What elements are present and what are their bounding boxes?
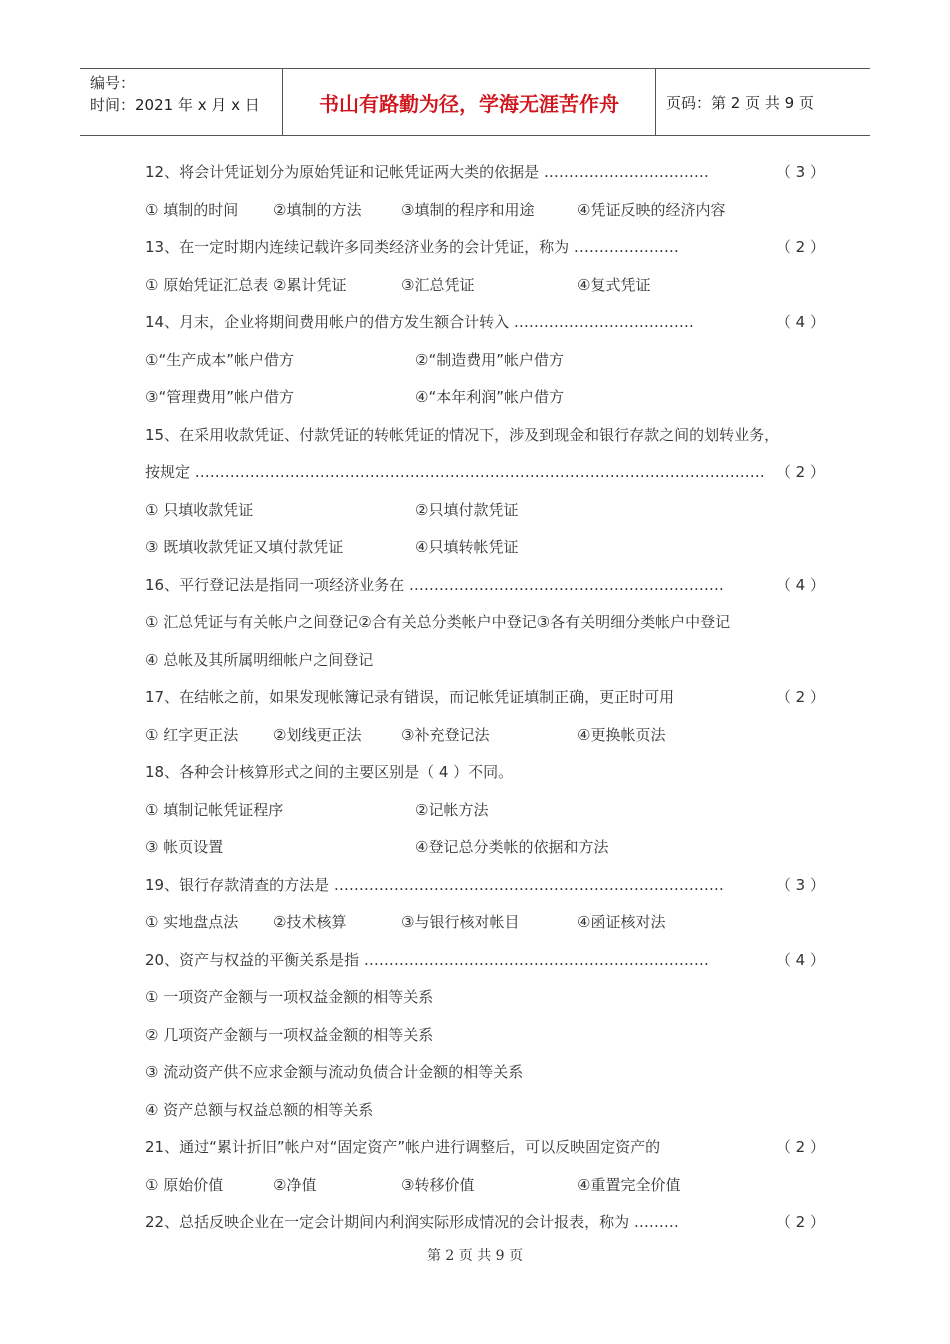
- question-text: 14、月末，企业将期间费用帐户的借方发生额合计转入 ………………………………: [145, 313, 694, 331]
- option-row: [145, 529, 825, 567]
- question-line: [145, 567, 825, 605]
- option-row: [145, 717, 825, 755]
- question-text: 13、在一定时期内连续记载许多同类经济业务的会计凭证，称为 …………………: [145, 238, 679, 256]
- text-line: [145, 979, 825, 1017]
- answer-bracket: （ 4 ）: [775, 575, 825, 594]
- option-row: [145, 379, 825, 417]
- question-line: [145, 942, 825, 980]
- option-text: ① 原始价值: [145, 1175, 224, 1194]
- question-line: [145, 867, 825, 905]
- option-text: ① 红字更正法: [145, 725, 239, 744]
- question-text: ④ 总帐及其所属明细帐户之间登记: [145, 650, 374, 669]
- question-line: [145, 1204, 825, 1242]
- question-text: 17、在结帐之前，如果发现帐簿记录有错误，而记帐凭证填制正确，更正时可用: [145, 688, 675, 706]
- question-text: 16、平行登记法是指同一项经济业务在 ………………………………………………………: [145, 575, 724, 594]
- option-text: ④登记总分类帐的依据和方法: [415, 838, 609, 856]
- option-text: ③补充登记法: [401, 725, 490, 744]
- answer-bracket: （ 2 ）: [775, 1213, 825, 1231]
- text-line: [145, 1017, 825, 1055]
- option-text: ④只填转帐凭证: [415, 538, 519, 556]
- question-text: ③ 流动资产供不应求金额与流动负债合计金额的相等关系: [145, 1063, 524, 1081]
- option-row: [145, 792, 825, 830]
- answer-bracket: （ 2 ）: [775, 688, 825, 706]
- answer-bracket: （ 3 ）: [775, 875, 825, 894]
- question-text: 20、资产与权益的平衡关系是指 ……………………………………………………………: [145, 950, 709, 969]
- option-row: [145, 904, 825, 942]
- option-text: ②“制造费用”帐户借方: [415, 350, 564, 369]
- header-page-info: 页码：第 2 页 共 9 页: [666, 93, 814, 112]
- option-text: ③ 帐页设置: [145, 838, 224, 856]
- option-text: ③转移价值: [401, 1175, 475, 1194]
- option-text: ④重置完全价值: [577, 1175, 681, 1194]
- text-line: [145, 754, 825, 792]
- page-footer: 第 2 页 共 9 页: [426, 1248, 524, 1264]
- option-text: ④凭证反映的经济内容: [577, 200, 726, 219]
- question-line: [145, 154, 825, 192]
- option-row: [145, 492, 825, 530]
- header-motto: 书山有路勤为径，学海无涯苦作舟: [282, 69, 656, 135]
- question-text: ④ 资产总额与权益总额的相等关系: [145, 1100, 374, 1119]
- option-row: [145, 267, 825, 305]
- question-text: 21、通过“累计折旧”帐户对“固定资产”帐户进行调整后，可以反映固定资产的: [145, 1138, 661, 1156]
- document-date: 时间：2021 年 x 月 x 日: [90, 96, 260, 114]
- text-line: [145, 1092, 825, 1130]
- option-text: ②划线更正法: [273, 725, 362, 744]
- question-text: 按规定 ……………………………………………………………………………………………………: [145, 463, 765, 481]
- question-line: [145, 454, 825, 492]
- answer-bracket: （ 2 ）: [775, 1138, 825, 1156]
- page-header: [80, 68, 870, 136]
- question-text: ① 一项资产金额与一项权益金额的相等关系: [145, 988, 434, 1006]
- question-text: 12、将会计凭证划分为原始凭证和记帐凭证两大类的依据是 ……………………………: [145, 163, 709, 181]
- option-text: ① 只填收款凭证: [145, 500, 254, 519]
- option-text: ③“管理费用”帐户借方: [145, 388, 294, 406]
- option-text: ②净值: [273, 1175, 317, 1194]
- question-line: [145, 679, 825, 717]
- option-text: ③ 既填收款凭证又填付款凭证: [145, 538, 344, 556]
- option-text: ③与银行核对帐目: [401, 913, 520, 931]
- option-row: [145, 829, 825, 867]
- text-line: [145, 604, 825, 642]
- question-line: [145, 304, 825, 342]
- option-text: ②技术核算: [273, 913, 347, 931]
- question-line: [145, 229, 825, 267]
- answer-bracket: （ 4 ）: [775, 950, 825, 969]
- option-text: ③汇总凭证: [401, 275, 475, 294]
- answer-bracket: （ 2 ）: [775, 238, 825, 256]
- text-line: [145, 417, 825, 455]
- option-text: ②填制的方法: [273, 200, 362, 219]
- question-text: 15、在采用收款凭证、付款凭证的转帐凭证的情况下，涉及到现金和银行存款之间的划转业务，: [145, 425, 780, 444]
- option-text: ①“生产成本”帐户借方: [145, 350, 294, 369]
- option-text: ① 原始凭证汇总表: [145, 275, 269, 294]
- question-text: ① 汇总凭证与有关帐户之间登记②合有关总分类帐户中登记③各有关明细分类帐户中登记: [145, 613, 731, 631]
- option-text: ③填制的程序和用途: [401, 200, 535, 219]
- header-meta: [80, 69, 282, 135]
- option-text: ④复式凭证: [577, 275, 651, 294]
- document-number-label: 编号：: [90, 74, 136, 92]
- option-row: [145, 192, 825, 230]
- option-row: [145, 342, 825, 380]
- answer-bracket: （ 3 ）: [775, 163, 825, 181]
- option-text: ②记帐方法: [415, 800, 489, 819]
- answer-bracket: （ 4 ）: [775, 313, 825, 331]
- question-text: 19、银行存款清查的方法是 ……………………………………………………………………: [145, 875, 724, 894]
- question-line: [145, 1129, 825, 1167]
- option-text: ① 填制记帐凭证程序: [145, 800, 284, 819]
- option-text: ②只填付款凭证: [415, 500, 519, 519]
- option-text: ① 实地盘点法: [145, 913, 239, 931]
- option-text: ① 填制的时间: [145, 200, 239, 219]
- text-line: [145, 642, 825, 680]
- option-text: ④“本年利润”帐户借方: [415, 388, 564, 406]
- answer-bracket: （ 2 ）: [775, 463, 825, 481]
- question-text: ② 几项资产金额与一项权益金额的相等关系: [145, 1025, 434, 1044]
- question-list: [145, 154, 825, 1242]
- question-text: 22、总括反映企业在一定会计期间内利润实际形成情况的会计报表，称为 ………: [145, 1213, 679, 1231]
- option-text: ④函证核对法: [577, 913, 666, 931]
- option-text: ②累计凭证: [273, 275, 347, 294]
- option-text: ④更换帐页法: [577, 725, 666, 744]
- option-row: [145, 1167, 825, 1205]
- text-line: [145, 1054, 825, 1092]
- question-text: 18、各种会计核算形式之间的主要区别是（ 4 ）不同。: [145, 763, 514, 781]
